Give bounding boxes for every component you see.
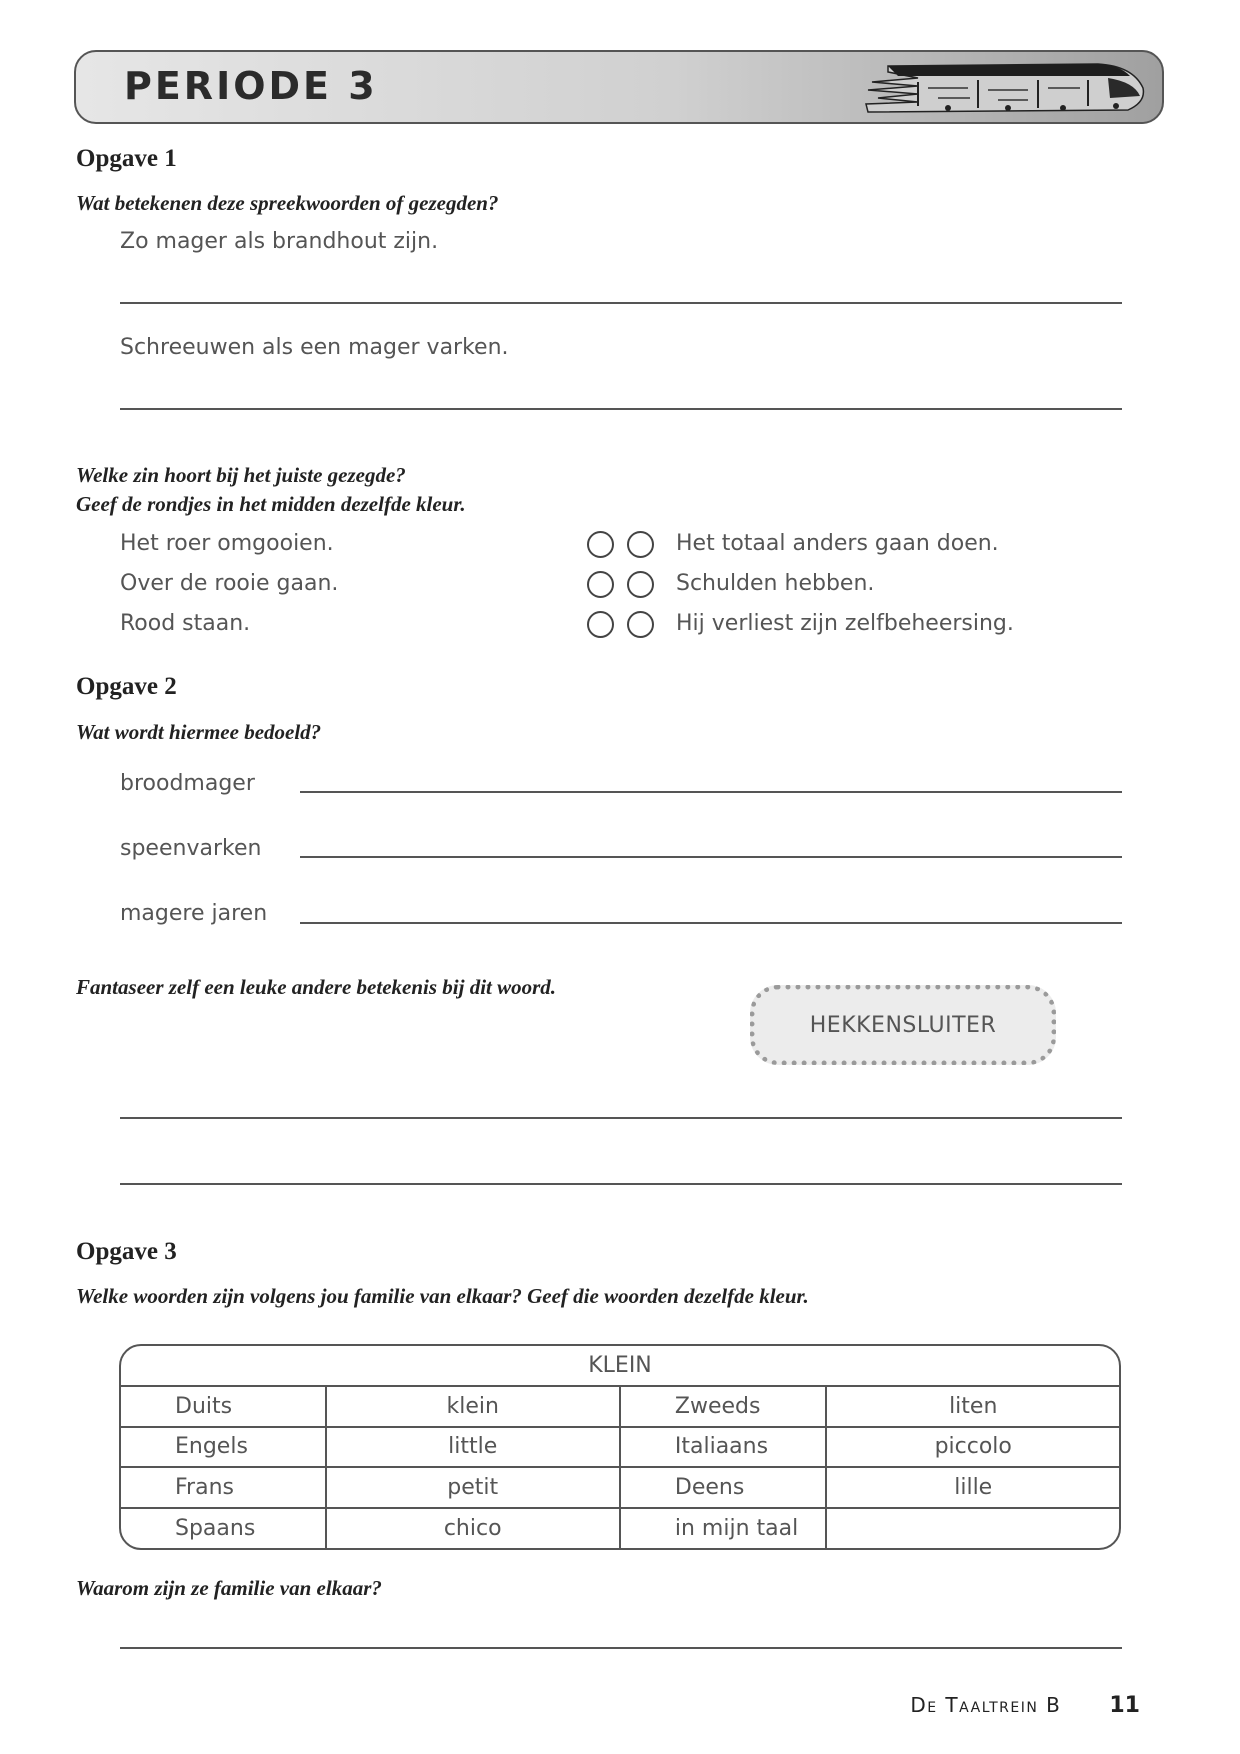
- color-circle-left-1[interactable]: [587, 531, 614, 558]
- word-2: speenvarken: [120, 836, 262, 861]
- table-cell-word: piccolo: [826, 1427, 1119, 1468]
- table-cell-language: Italiaans: [620, 1427, 827, 1468]
- answer-line-word-2[interactable]: [300, 856, 1122, 858]
- page-title: PERIODE 3: [124, 64, 378, 108]
- table-row: [121, 1467, 1119, 1508]
- word-3: magere jaren: [120, 901, 268, 926]
- table-title: KLEIN: [121, 1346, 1119, 1386]
- opgave1-heading: Opgave 1: [76, 145, 177, 172]
- color-circle-left-3[interactable]: [587, 611, 614, 638]
- book-title: De Taaltrein B: [910, 1693, 1062, 1717]
- match-right-3: Hij verliest zijn zelfbeheersing.: [676, 611, 1014, 636]
- word-1: broodmager: [120, 771, 255, 796]
- table-cell-word: liten: [826, 1386, 1119, 1427]
- table-cell-word: petit: [326, 1467, 620, 1508]
- table-cell-word: lille: [826, 1467, 1119, 1508]
- table-header-row: [121, 1346, 1119, 1386]
- table-cell-language: Duits: [121, 1386, 326, 1427]
- match-left-2: Over de rooie gaan.: [120, 571, 339, 596]
- saying-1: Zo mager als brandhout zijn.: [120, 229, 439, 254]
- table-cell-word: little: [326, 1427, 620, 1468]
- train-icon: [858, 58, 1148, 118]
- opgave2-heading: Opgave 2: [76, 673, 177, 700]
- answer-line-saying-2[interactable]: [120, 408, 1122, 410]
- answer-line-fantasy-1[interactable]: [120, 1117, 1122, 1119]
- followup-question: Waarom zijn ze familie van elkaar?: [76, 1576, 382, 1600]
- saying-2: Schreeuwen als een mager varken.: [120, 335, 509, 360]
- answer-line-word-3[interactable]: [300, 922, 1122, 924]
- color-circle-right-3[interactable]: [627, 611, 654, 638]
- table-cell-language: Zweeds: [620, 1386, 827, 1427]
- table-cell-language: in mijn taal: [620, 1508, 827, 1548]
- opgave2-question: Wat wordt hiermee bedoeld?: [76, 720, 322, 744]
- match-question-line1: Welke zin hoort bij het juiste gezegde?: [76, 463, 406, 487]
- match-left-3: Rood staan.: [120, 611, 251, 636]
- page-footer: [910, 1693, 1140, 1718]
- answer-line-saying-1[interactable]: [120, 302, 1122, 304]
- table-cell-language: Frans: [121, 1467, 326, 1508]
- color-circle-right-2[interactable]: [627, 571, 654, 598]
- match-left-1: Het roer omgooien.: [120, 531, 334, 556]
- match-right-2: Schulden hebben.: [676, 571, 875, 596]
- table-cell-language: Spaans: [121, 1508, 326, 1548]
- table-row: [121, 1508, 1119, 1548]
- table-cell-word: chico: [326, 1508, 620, 1548]
- table-cell-own-language-input[interactable]: [826, 1508, 1119, 1548]
- answer-line-word-1[interactable]: [300, 791, 1122, 793]
- fantasy-question: Fantaseer zelf een leuke andere betekenis bij dit woord.: [76, 975, 557, 999]
- header-banner: [74, 50, 1164, 124]
- answer-line-fantasy-2[interactable]: [120, 1183, 1122, 1185]
- opgave3-heading: Opgave 3: [76, 1238, 177, 1265]
- table-cell-language: Engels: [121, 1427, 326, 1468]
- table-cell-language: Deens: [620, 1467, 827, 1508]
- answer-line-followup[interactable]: [120, 1647, 1122, 1649]
- match-question-line2: Geef de rondjes in het midden dezelfde kleur.: [76, 492, 466, 516]
- word-box: [750, 985, 1056, 1065]
- opgave1-question: Wat betekenen deze spreekwoorden of gezegden?: [76, 191, 499, 215]
- color-circle-right-1[interactable]: [627, 531, 654, 558]
- opgave3-question: Welke woorden zijn volgens jou familie van elkaar? Geef die woorden dezelfde kleur.: [76, 1284, 809, 1308]
- page-number: 11: [1109, 1693, 1140, 1718]
- table-row: [121, 1386, 1119, 1427]
- table-cell-word: klein: [326, 1386, 620, 1427]
- table-row: [121, 1427, 1119, 1468]
- word-family-table: [119, 1344, 1121, 1550]
- match-right-1: Het totaal anders gaan doen.: [676, 531, 999, 556]
- color-circle-left-2[interactable]: [587, 571, 614, 598]
- word-box-label: HEKKENSLUITER: [809, 1012, 997, 1038]
